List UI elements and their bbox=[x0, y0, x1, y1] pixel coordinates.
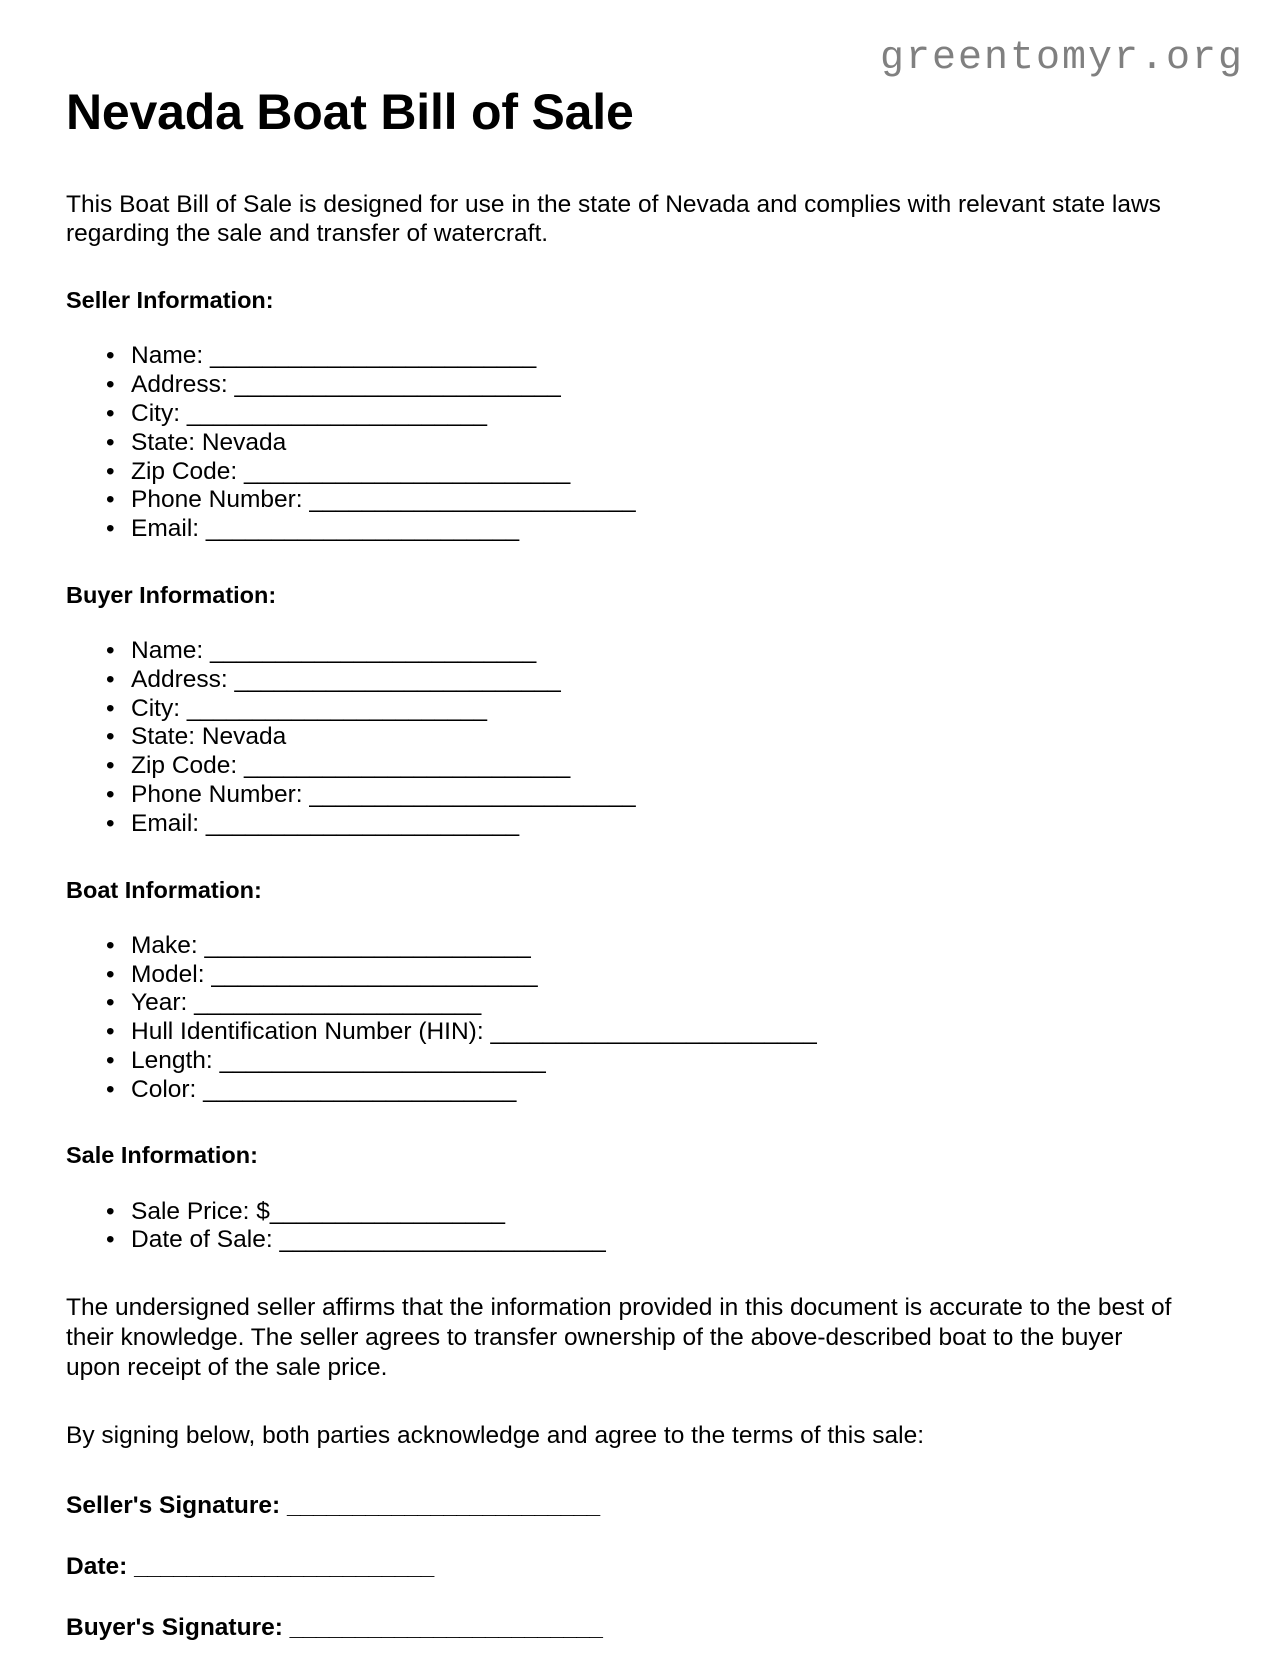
spacer bbox=[66, 1104, 1176, 1141]
field-blank[interactable]: _______________________ bbox=[186, 400, 487, 427]
field-blank[interactable]: _________________________ bbox=[279, 1226, 606, 1254]
spacer bbox=[66, 1170, 1176, 1198]
list-item bbox=[106, 695, 1176, 724]
field-label: Address: bbox=[131, 665, 235, 693]
list-item bbox=[106, 486, 1176, 515]
seller-signature-line bbox=[66, 1491, 1176, 1520]
seller-signature-label: Seller's Signature: bbox=[66, 1491, 287, 1519]
list-item bbox=[106, 342, 1176, 371]
field-blank[interactable]: ________________________ bbox=[205, 515, 519, 543]
section-heading-boat: Boat Information: bbox=[66, 876, 262, 903]
spacer bbox=[66, 1383, 1176, 1421]
site-watermark: greentomyr.org bbox=[879, 36, 1244, 81]
list-item bbox=[106, 989, 1176, 1018]
field-label: Length: bbox=[131, 1046, 220, 1074]
field-label: Name: bbox=[131, 637, 210, 665]
list-item bbox=[106, 458, 1176, 487]
affirmation-paragraph: The undersigned seller affirms that the information provided in this document is accurate to the best of their knowledge. The seller agrees to transfer ownership of the above-described boat to the buyer upon receipt of the sale price. bbox=[66, 1294, 1172, 1381]
field-label: Date of Sale: bbox=[131, 1226, 280, 1254]
seller-field-list bbox=[66, 342, 1176, 543]
spacer bbox=[66, 544, 1176, 581]
list-item bbox=[106, 1018, 1176, 1047]
buyer-field-list bbox=[66, 637, 1176, 838]
field-label: Zip Code: bbox=[131, 752, 245, 780]
section-heading-buyer: Buyer Information: bbox=[66, 581, 277, 608]
buyer-signature-label: Buyer's Signature: bbox=[66, 1614, 290, 1642]
field-blank[interactable]: _________________________ bbox=[234, 665, 561, 693]
date-line bbox=[66, 1552, 1176, 1581]
list-item bbox=[106, 429, 1176, 458]
field-label: Address: bbox=[131, 371, 235, 399]
list-item bbox=[106, 1076, 1176, 1105]
field-label: Make: bbox=[131, 931, 205, 959]
signature-block bbox=[66, 1451, 1176, 1643]
field-blank[interactable]: ______________________ bbox=[194, 989, 481, 1017]
field-label: Email: bbox=[131, 809, 206, 837]
field-blank[interactable]: ________________________ bbox=[203, 1075, 516, 1103]
list-item bbox=[106, 515, 1176, 544]
field-label: Email: bbox=[131, 515, 206, 543]
list-item bbox=[106, 810, 1176, 839]
field-label: State: Nevada bbox=[131, 428, 287, 456]
field-label: City: bbox=[131, 400, 187, 427]
spacer bbox=[66, 249, 1176, 286]
field-blank[interactable]: _________________________ bbox=[209, 637, 536, 665]
spacer bbox=[66, 1520, 1176, 1552]
intro-paragraph: This Boat Bill of Sale is designed for use in the state of Nevada and complies with relevant state laws regarding the sale and transfer of watercraft. bbox=[66, 190, 1161, 248]
buyer-signature-line bbox=[66, 1613, 1176, 1642]
list-item bbox=[106, 1198, 1176, 1227]
field-label: Color: bbox=[131, 1075, 204, 1103]
spacer bbox=[66, 609, 1176, 637]
acknowledgement-paragraph: By signing below, both parties acknowledge and agree to the terms of this sale: bbox=[66, 1421, 925, 1449]
spacer bbox=[66, 1255, 1176, 1293]
document-content bbox=[66, 0, 1176, 1643]
list-item bbox=[106, 1226, 1176, 1255]
section-heading-seller: Seller Information: bbox=[66, 287, 274, 314]
field-blank[interactable]: _________________________ bbox=[234, 371, 561, 399]
list-item bbox=[106, 723, 1176, 752]
field-blank[interactable]: _________________________ bbox=[244, 457, 570, 485]
boat-field-list bbox=[66, 932, 1176, 1105]
seller-signature-blank[interactable]: ________________________ bbox=[286, 1491, 600, 1519]
field-blank[interactable]: _________________________ bbox=[244, 752, 570, 780]
field-label: State: Nevada bbox=[131, 723, 287, 751]
section-heading-sale: Sale Information: bbox=[66, 1142, 258, 1169]
sale-field-list bbox=[66, 1198, 1176, 1256]
field-blank[interactable]: _________________________ bbox=[219, 1046, 546, 1074]
field-label: Phone Number: bbox=[131, 781, 310, 808]
field-blank[interactable]: _________________________ bbox=[211, 960, 537, 988]
list-item bbox=[106, 961, 1176, 990]
list-item bbox=[106, 752, 1176, 781]
field-label: Year: bbox=[131, 989, 195, 1017]
spacer bbox=[66, 1581, 1176, 1613]
page-title: Nevada Boat Bill of Sale bbox=[66, 84, 634, 140]
list-item bbox=[106, 637, 1176, 666]
field-label: Name: bbox=[131, 342, 210, 370]
list-item bbox=[106, 932, 1176, 961]
list-item bbox=[106, 400, 1176, 429]
date-label: Date: bbox=[66, 1553, 135, 1581]
spacer bbox=[66, 904, 1176, 932]
field-label: Sale Price: $ bbox=[131, 1197, 270, 1225]
field-blank[interactable]: ________________________ bbox=[205, 809, 519, 837]
field-label: Phone Number: bbox=[131, 486, 310, 514]
field-blank[interactable]: _________________________ bbox=[490, 1018, 817, 1046]
list-item bbox=[106, 666, 1176, 695]
spacer bbox=[66, 839, 1176, 876]
spacer bbox=[66, 314, 1176, 342]
field-label: Hull Identification Number (HIN): bbox=[131, 1018, 491, 1046]
list-item bbox=[106, 371, 1176, 400]
field-blank[interactable]: _________________________ bbox=[204, 931, 531, 959]
field-blank[interactable]: _________________________ bbox=[209, 342, 536, 370]
field-blank[interactable]: _______________________ bbox=[186, 694, 487, 722]
buyer-signature-blank[interactable]: ________________________ bbox=[289, 1614, 603, 1642]
field-blank[interactable]: _________________________ bbox=[309, 781, 636, 808]
list-item bbox=[106, 781, 1176, 810]
field-blank[interactable]: _________________________ bbox=[309, 486, 636, 514]
field-label: Zip Code: bbox=[131, 457, 245, 485]
date-blank[interactable]: _______________________ bbox=[134, 1553, 434, 1581]
list-item bbox=[106, 1047, 1176, 1076]
field-blank[interactable]: __________________ bbox=[269, 1197, 505, 1225]
field-label: City: bbox=[131, 694, 187, 722]
field-label: Model: bbox=[131, 960, 212, 988]
